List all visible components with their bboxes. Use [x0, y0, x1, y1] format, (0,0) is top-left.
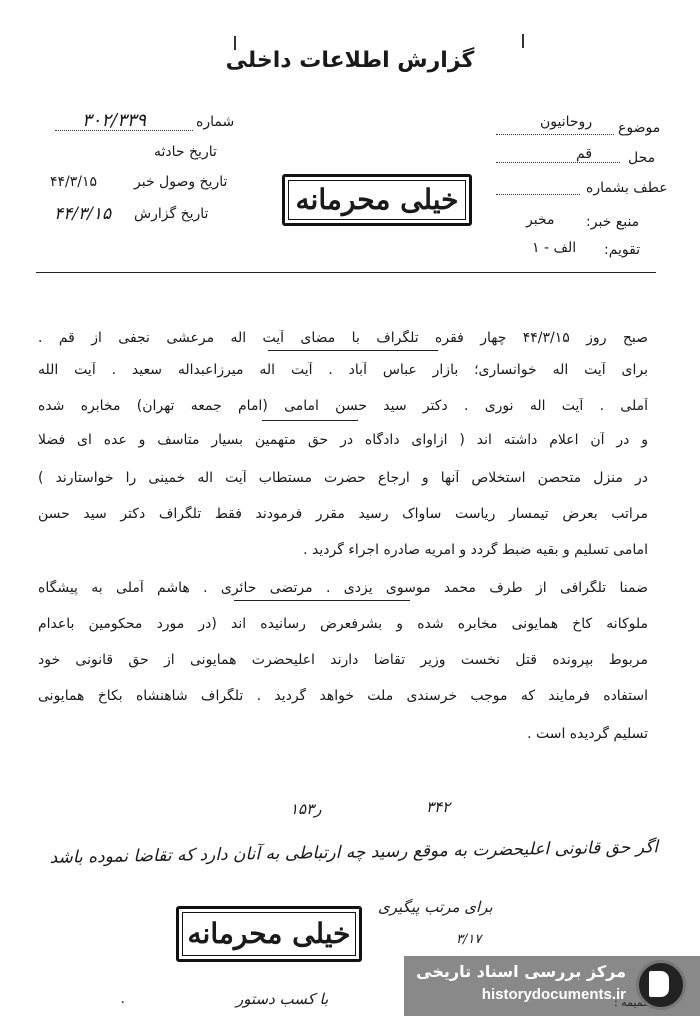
classification-stamp-bottom: خیلی محرمانه	[176, 906, 362, 962]
receipt-date-value: ۴۴/۳/۱۵	[50, 174, 98, 190]
note-date: ۱۵ر۳	[290, 800, 322, 818]
underline-mark	[234, 600, 410, 601]
body-line: صبح روز ۴۴/۳/۱۵ چهار فقره تلگراف با مضای آیت اله مرعشی نجفی از قم .	[38, 330, 648, 346]
handwritten-date: ۳/۱۷	[456, 932, 482, 947]
body-line: آملی . آیت اله نوری . دکتر سید حسن امامی (امام جمعه تهران) مخابره شده	[38, 398, 648, 414]
report-date-value: ۴۴/۳/۱۵	[54, 204, 112, 224]
body-line: در منزل متحصن استخلاص آنها و ارجاع حضرت مستطاب آیت اله خمینی را خواستارند )	[38, 470, 648, 486]
pen-mark: ۰	[118, 994, 126, 1010]
source-value: مخبر	[526, 212, 555, 228]
place-label: محل	[628, 150, 656, 166]
body-line: برای آیت اله خوانساری؛ بازار عباس آباد . آیت اله میرزاعبداله سعید . آیت الله	[38, 362, 648, 378]
underline-mark	[262, 420, 358, 421]
body-line: ملوکانه کاخ همایونی مخابره شده و بشرفعرض رسانیده اند (در مورد محکومین باعدام	[38, 616, 648, 632]
place-value: قم	[576, 146, 593, 162]
place-line	[496, 162, 620, 163]
watermark-url: historydocuments.ir	[481, 986, 626, 1003]
subject-value: روحانیون	[540, 114, 593, 130]
pen-mark	[522, 34, 524, 48]
note-number: ۳۴۲	[426, 798, 451, 816]
body-line: امامی تسلیم و بقیه ضبط گردد و امریه صادره اجراء گردید .	[303, 542, 648, 558]
body-line: استفاده فرمایند که موجب خرسندی ملت خواهد گردید . تلگراف شاهنشاه بکاخ همایونی	[38, 688, 648, 704]
subject-label: موضوع	[618, 120, 661, 136]
rating-label: تقویم:	[604, 242, 641, 258]
handwritten-comment: اگر حق قانونی اعلیحضرت به موقع رسید چه ارتباطی به آنان دارد که تقاضا نموده باشد	[49, 837, 659, 868]
watermark-title: مرکز بررسی اسناد تاریخی	[416, 962, 626, 981]
subject-line	[496, 134, 614, 135]
handwritten-instruction: برای مرتب پیگیری	[378, 898, 493, 916]
rating-value: الف - ۱	[532, 240, 577, 256]
classification-stamp: خیلی محرمانه	[282, 174, 472, 226]
body-line: تسلیم گردیده است .	[527, 726, 648, 742]
source-label: منبع خبر:	[586, 214, 640, 230]
reference-line	[496, 194, 580, 195]
reference-label: عطف بشماره	[586, 180, 668, 196]
body-line: و در آن اعلام داشته اند ( ازاوای دادگاه در حق متهمین بسیار متاسف و عده ای فضلا	[38, 432, 648, 448]
archive-logo-icon	[636, 960, 686, 1010]
number-value: ۳۰۲/۳۳۹	[82, 110, 147, 131]
underline-mark	[268, 350, 438, 351]
body-line: مربوط بپرونده قتل نخست وزیر تقاضا دارند اعلیحضرت همایونی از حق قانونی خود	[38, 652, 648, 668]
number-label: شماره	[196, 114, 235, 130]
body-line: ضمنا تلگرافی از طرف محمد موسوی یزدی . مرتضی حائری . هاشم آملی به پیشگاه	[38, 580, 648, 596]
body-line: مراتب بعرض تیمسار ریاست ساواک رسید مقرر فرمودند فقط تلگراف دکتر سید حسن	[38, 506, 648, 522]
handwritten-bottom-note: با کسب دستور	[236, 990, 329, 1008]
report-title: گزارش اطلاعات داخلی	[225, 48, 475, 73]
header-divider	[36, 272, 656, 273]
receipt-date-label: تاریخ وصول خبر	[134, 174, 228, 190]
report-date-label: تاریخ گزارش	[134, 206, 209, 222]
incident-date-label: تاریخ حادثه	[154, 144, 217, 160]
